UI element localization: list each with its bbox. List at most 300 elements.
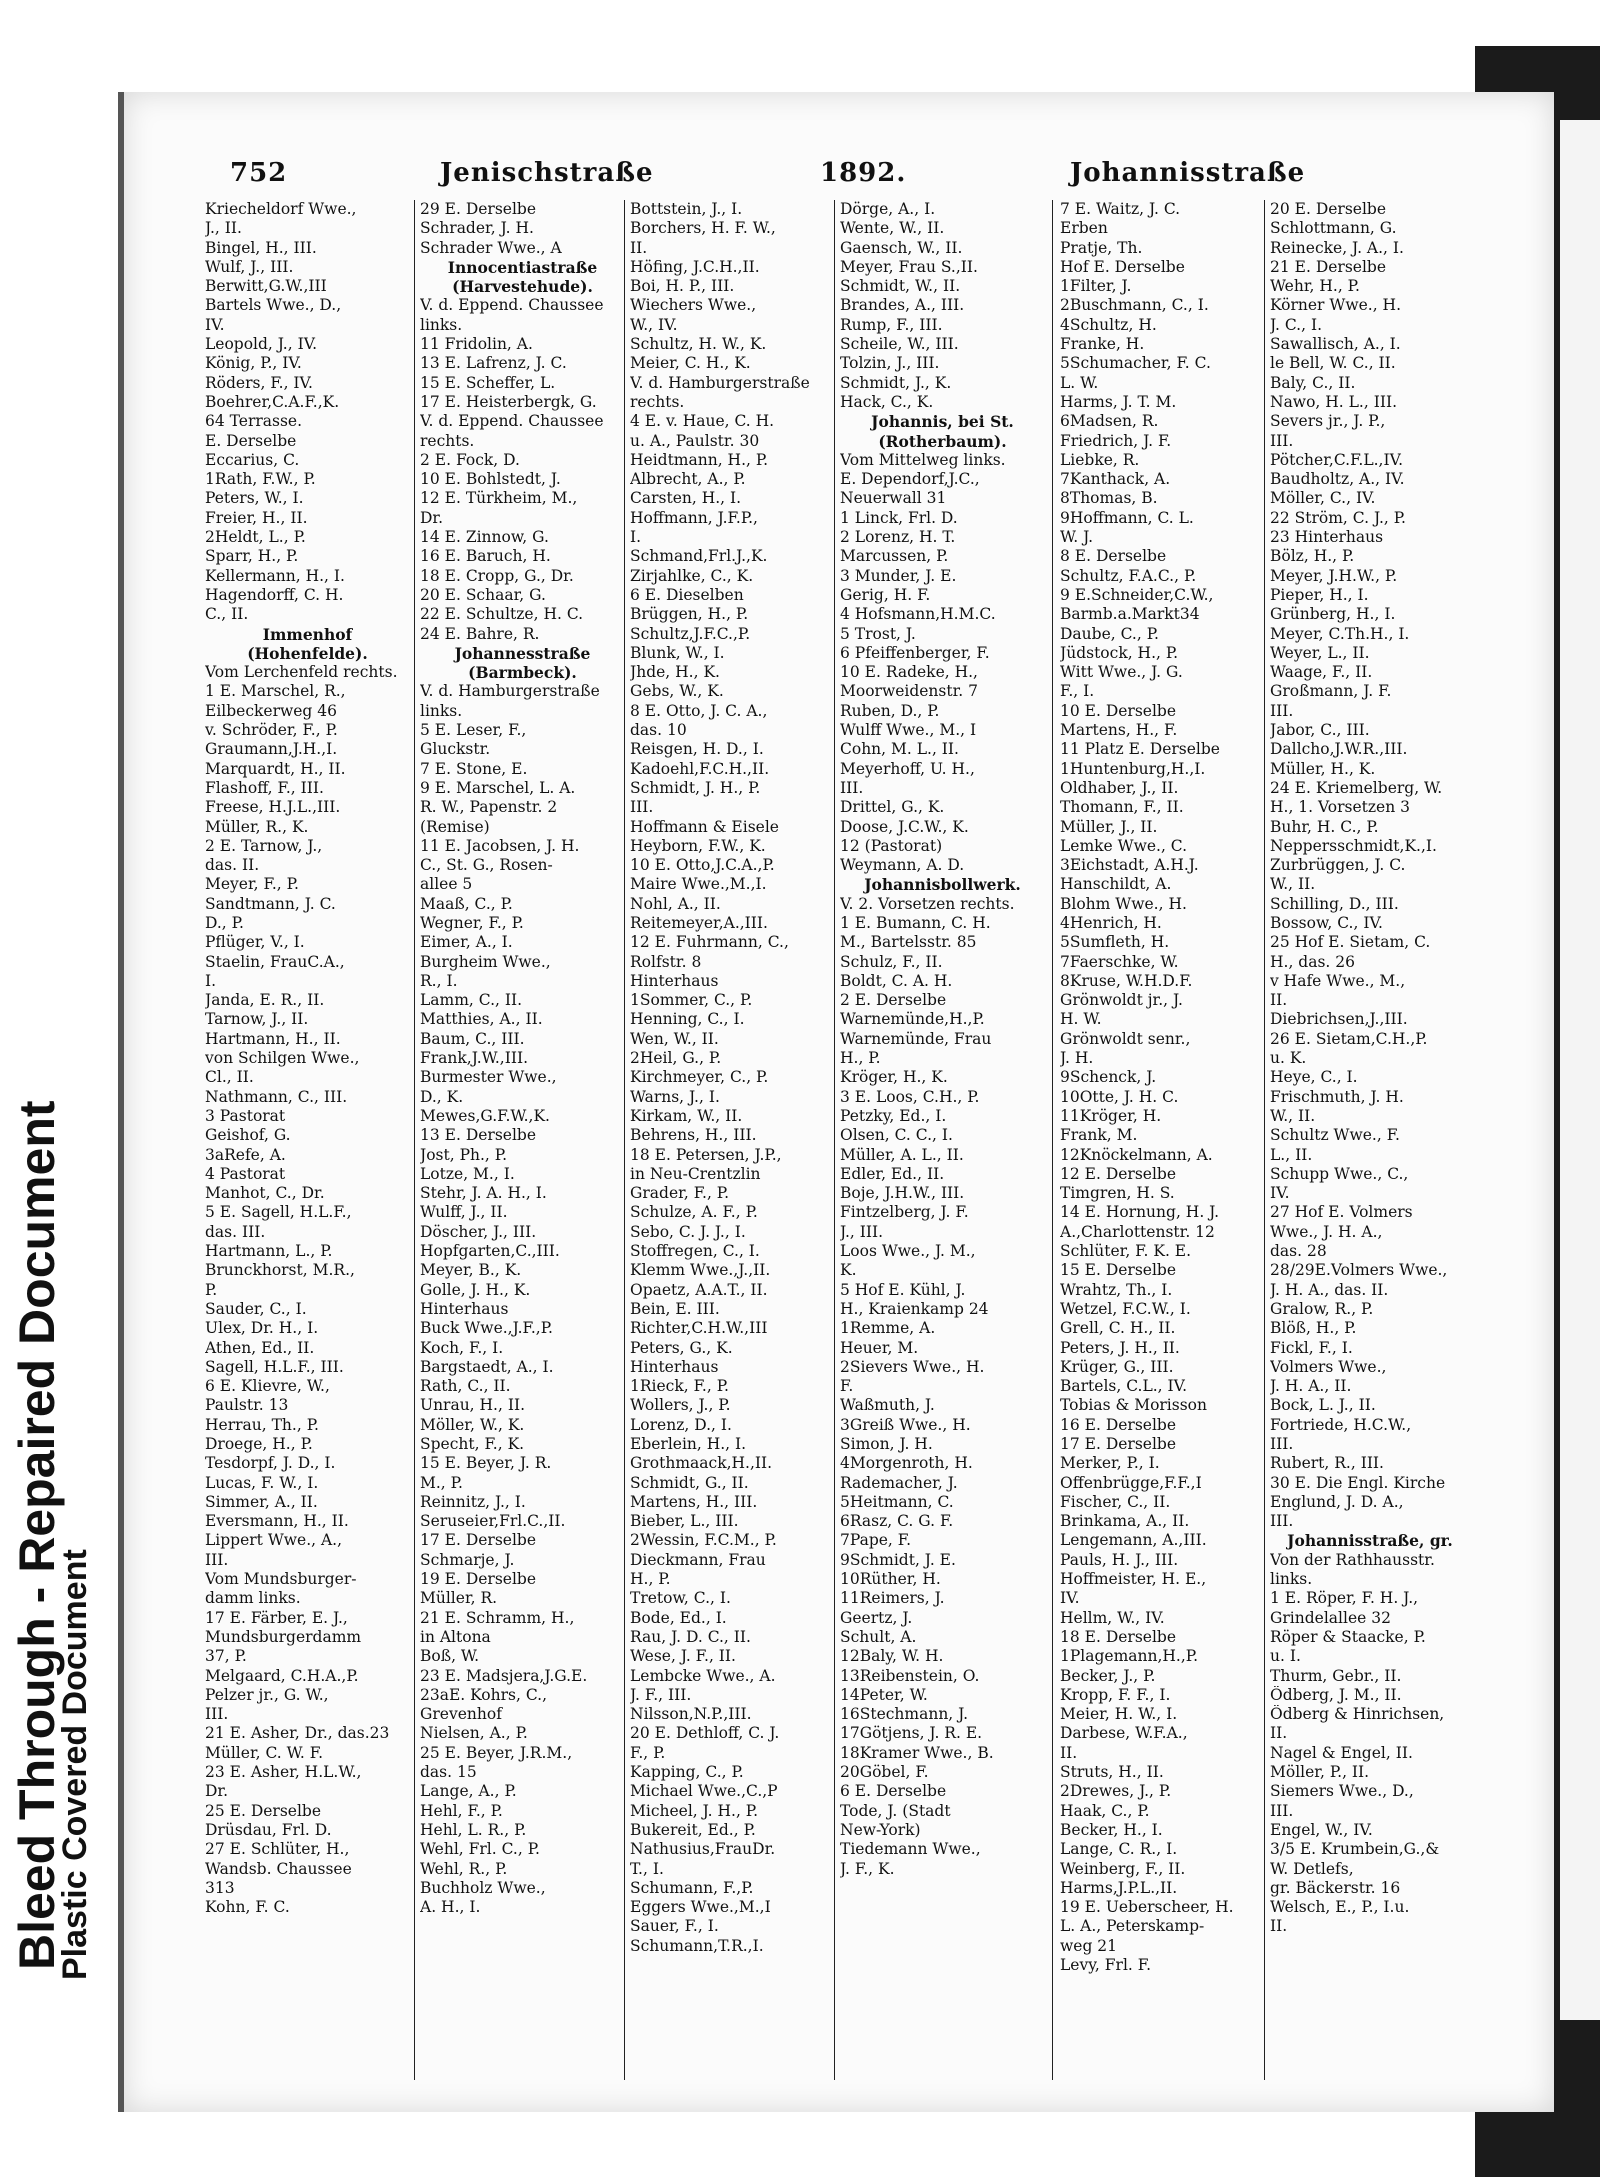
directory-entry: 3aRefe, A.: [205, 1145, 286, 1164]
directory-entry: Schulz, F., II.: [840, 952, 943, 971]
directory-entry: 3Eichstadt, A.H.J.: [1060, 856, 1199, 875]
directory-entry: Behrens, H., III.: [630, 1126, 757, 1145]
directory-entry: P.: [205, 1280, 218, 1299]
directory-entry: Peters, J. H., II.: [1060, 1338, 1180, 1357]
directory-entry: Röper & Staacke, P.: [1270, 1627, 1426, 1646]
directory-entry: Höfing, J.C.H.,II.: [630, 257, 760, 276]
street-heading: Johannis, bei St.: [871, 412, 1014, 432]
directory-entry: L., II.: [1270, 1145, 1313, 1164]
directory-entry: Seruseier,Frl.C.,II.: [420, 1512, 566, 1531]
directory-entry: Buchholz Wwe.,: [420, 1878, 546, 1897]
directory-entry: Rath, C., II.: [420, 1377, 511, 1396]
street-heading: Johannesstraße: [454, 643, 591, 663]
directory-entry: III.: [1270, 701, 1294, 720]
directory-entry: Grevenhof: [420, 1705, 502, 1724]
directory-entry: Hellm, W., IV.: [1060, 1608, 1165, 1627]
directory-entry: Grell, C. H., II.: [1060, 1319, 1176, 1338]
directory-entry: Flashoff, F., III.: [205, 778, 324, 797]
directory-entry: Schmarje, J.: [420, 1550, 515, 1569]
directory-entry: III.: [1270, 1512, 1294, 1531]
directory-entry: M., Bartelsstr. 85: [840, 933, 977, 952]
directory-entry: I.: [630, 528, 642, 547]
directory-entry: W., IV.: [630, 315, 678, 334]
directory-entry: Brandes, A., III.: [840, 296, 965, 315]
directory-entry: 15 E. Derselbe: [1060, 1261, 1177, 1280]
directory-entry: 20Göbel, F.: [840, 1763, 929, 1782]
directory-entry: Siemers Wwe., D.,: [1270, 1782, 1414, 1801]
directory-entry: Volmers Wwe.,: [1270, 1357, 1387, 1376]
directory-entry: 9Schmidt, J. E.: [840, 1550, 956, 1569]
directory-entry: Grindelallee 32: [1270, 1608, 1391, 1627]
directory-entry: Freier, H., II.: [205, 508, 308, 527]
directory-entry: 24 E. Bahre, R.: [420, 624, 540, 643]
directory-entry: Petzky, Ed., I.: [840, 1106, 947, 1125]
directory-entry: Wwe., J. H. A.,: [1270, 1222, 1383, 1241]
directory-entry: Schmidt, J. H., P.: [630, 778, 761, 797]
directory-entry: Sawallisch, A., I.: [1270, 335, 1401, 354]
directory-entry: Stoffregen, C., I.: [630, 1242, 760, 1261]
directory-entry: Warnemünde, Frau: [840, 1029, 992, 1048]
directory-entry: Buck Wwe.,J.F.,P.: [420, 1319, 553, 1338]
directory-entry: Hehl, L. R., P.: [420, 1820, 527, 1839]
directory-entry: Paulstr. 13: [205, 1396, 289, 1415]
directory-entry: Fortriede, H.C.W.,: [1270, 1415, 1412, 1434]
directory-entry: Bingel, H., III.: [205, 238, 317, 257]
directory-entry: Weinberg, F., II.: [1060, 1859, 1186, 1878]
directory-entry: 1Remme, A.: [840, 1319, 936, 1338]
directory-entry: Baum, C., III.: [420, 1029, 525, 1048]
directory-entry: Lippert Wwe., A.,: [205, 1531, 343, 1550]
directory-entry: Wen, W., II.: [630, 1029, 719, 1048]
directory-entry: J. F., III.: [630, 1685, 692, 1704]
directory-entry: Hinterhaus: [420, 1299, 509, 1318]
directory-entry: III.: [1270, 431, 1294, 450]
directory-entry: Dr.: [205, 1782, 229, 1801]
directory-entry: Martens, H., III.: [630, 1492, 758, 1511]
directory-entry: 12 E. Fuhrmann, C.,: [630, 933, 789, 952]
directory-entry: Schulze, A. F., P.: [630, 1203, 758, 1222]
directory-entry: 6 E. Dieselben: [630, 585, 744, 604]
directory-entry: 17 E. Derselbe: [420, 1531, 537, 1550]
directory-entry: Sagell, H.L.F., III.: [205, 1357, 344, 1376]
directory-entry: Grothmaack,H.,II.: [630, 1454, 773, 1473]
directory-entry: 1Rieck, F., P.: [630, 1377, 729, 1396]
directory-entry: Neuerwall 31: [840, 489, 947, 508]
directory-entry: 5 E. Leser, F.,: [420, 721, 527, 740]
directory-entry: Bossow, C., IV.: [1270, 913, 1383, 932]
directory-entry: Sauer, F., I.: [630, 1917, 719, 1936]
directory-entry: Müller, R., K.: [205, 817, 309, 836]
directory-entry: Meyer, B., K.: [420, 1261, 522, 1280]
directory-entry: Hack, C., K.: [840, 392, 934, 411]
directory-entry: 7 E. Stone, E.: [420, 759, 528, 778]
directory-entry: Rubert, R., III.: [1270, 1454, 1384, 1473]
directory-entry: Tobias & Morisson: [1060, 1396, 1207, 1415]
directory-entry: Simon, J. H.: [840, 1435, 933, 1453]
directory-column-3: [630, 200, 835, 1956]
directory-entry: Schumann,T.R.,I.: [630, 1936, 764, 1955]
directory-entry: J. F., K.: [840, 1859, 895, 1878]
directory-entry: 25 E. Derselbe: [205, 1801, 322, 1820]
directory-entry: 4 Hofsmann,H.M.C.: [840, 605, 996, 624]
directory-entry: Buhr, H. C., P.: [1270, 817, 1379, 836]
directory-entry: Freese, H.J.L.,III.: [205, 798, 341, 817]
directory-entry: Kapping, C., P.: [630, 1763, 744, 1782]
directory-entry: 10 E. Bohlstedt, J.: [420, 470, 561, 489]
directory-entry: Lembcke Wwe., A.: [630, 1666, 776, 1685]
directory-entry: Müller, A. L., II.: [840, 1145, 964, 1164]
directory-entry: 19 E. Derselbe: [420, 1570, 537, 1589]
directory-entry: Müller, R.: [420, 1589, 498, 1608]
directory-entry: Kröger, H., K.: [840, 1068, 948, 1087]
directory-entry: I.: [205, 971, 217, 990]
directory-entry: Grönwoldt senr.,: [1060, 1029, 1191, 1048]
directory-entry: Krüger, G., III.: [1060, 1357, 1174, 1376]
directory-entry: F., P.: [630, 1743, 666, 1762]
directory-entry: u. K.: [1270, 1049, 1307, 1068]
directory-entry: Waage, F., II.: [1270, 663, 1373, 682]
directory-entry: Ulex, Dr. H., I.: [205, 1319, 319, 1338]
directory-entry: Baly, C., II.: [1270, 373, 1356, 392]
directory-entry: Olsen, C. C., I.: [840, 1126, 953, 1145]
directory-entry: Unrau, H., II.: [420, 1396, 526, 1415]
directory-entry: Offenbrügge,F.F.,I: [1060, 1473, 1202, 1492]
directory-entry: Tretow, C., I.: [630, 1589, 731, 1608]
directory-entry: 1 E. Bumann, C. H.: [840, 913, 991, 932]
directory-entry: 21 E. Derselbe: [1270, 257, 1387, 276]
directory-entry: Tolzin, J., III.: [840, 354, 940, 373]
directory-entry: 29 E. Derselbe: [420, 200, 537, 218]
directory-entry: III.: [630, 798, 654, 817]
directory-entry: Darbese, W.F.A.,: [1060, 1724, 1188, 1743]
directory-entry: Weyer, L., II.: [1270, 643, 1370, 662]
street-heading: Immenhof: [262, 624, 353, 644]
directory-entry: 4 E. v. Haue, C. H.: [630, 412, 775, 431]
directory-entry: Schmidt, G., II.: [630, 1473, 749, 1492]
directory-entry: Heyborn, F.W., K.: [630, 836, 766, 855]
directory-entry: Wulf, J., III.: [205, 257, 294, 276]
directory-entry: Wehl, Frl. C., P.: [420, 1840, 540, 1859]
directory-entry: 3 Pastorat: [205, 1106, 286, 1125]
directory-entry: links.: [420, 315, 463, 334]
directory-entry: Wulff Wwe., M., I: [840, 721, 977, 740]
directory-entry: 23 E. Asher, H.L.W.,: [205, 1763, 362, 1782]
directory-entry: Kellermann, H., I.: [205, 566, 345, 585]
directory-entry: 5Sumfleth, H.: [1060, 933, 1170, 952]
directory-entry: Loos Wwe., J. M.,: [840, 1242, 976, 1261]
directory-entry: Schmand,Frl.J.,K.: [630, 547, 768, 566]
directory-entry: 4Morgenroth, H.: [840, 1454, 973, 1473]
directory-entry: 1Sommer, C., P.: [630, 991, 753, 1010]
directory-entry: 18 E. Petersen, J.P.,: [630, 1145, 782, 1164]
directory-column-5: [1060, 200, 1265, 1975]
directory-entry: 17 E. Färber, E. J.,: [205, 1608, 348, 1627]
directory-entry: 9 E.Schneider,C.W.,: [1060, 585, 1214, 604]
directory-entry: 9Hoffmann, C. L.: [1060, 508, 1194, 527]
street-heading: Johannisbollwerk.: [864, 875, 1021, 895]
directory-entry: III.: [205, 1550, 229, 1569]
directory-entry: Dallcho,J.W.R.,III.: [1270, 740, 1408, 759]
directory-entry: Reinecke, J. A., I.: [1270, 238, 1404, 257]
directory-entry: W. Detlefs,: [1270, 1859, 1354, 1878]
directory-entry: Wollers, J., P.: [630, 1396, 731, 1415]
directory-entry: Diebrichsen,J.,III.: [1270, 1010, 1408, 1029]
directory-entry: Welsch, E., P., I.u.: [1270, 1898, 1410, 1917]
directory-entry: IV.: [1060, 1589, 1080, 1608]
directory-entry: 14Peter, W.: [840, 1685, 928, 1704]
directory-entry: Drittel, G., K.: [840, 798, 945, 817]
directory-entry: 10Rüther, H.: [840, 1570, 941, 1589]
directory-entry: Carsten, H., I.: [630, 489, 742, 508]
directory-entry: Specht, F., K.: [420, 1435, 525, 1453]
street-heading: Innocentiastraße: [447, 257, 598, 277]
directory-entry: 12Baly, W. H.: [840, 1647, 944, 1666]
directory-entry: Tarnow, J., II.: [205, 1010, 309, 1029]
directory-entry: Jüdstock, H., P.: [1060, 643, 1179, 662]
directory-entry: Wetzel, F.C.W., I.: [1060, 1299, 1191, 1318]
directory-entry: Jhde, H., K.: [630, 663, 720, 682]
directory-entry: Drüsdau, Frl. D.: [205, 1820, 332, 1839]
directory-entry: Hof E. Derselbe: [1060, 257, 1185, 276]
directory-entry: allee 5: [420, 875, 473, 894]
directory-entry: II.: [1270, 1917, 1288, 1936]
directory-entry: Bartels, C.L., IV.: [1060, 1377, 1188, 1396]
directory-entry: H., 1. Vorsetzen 3: [1270, 798, 1410, 817]
directory-entry: Dr.: [420, 508, 444, 527]
directory-entry: J., III.: [840, 1222, 884, 1241]
directory-entry: 17Götjens, J. R. E.: [840, 1724, 983, 1743]
directory-entry: 6 E. Derselbe: [840, 1782, 947, 1801]
directory-entry: Kropp, F. F., I.: [1060, 1685, 1171, 1704]
directory-entry: Eversmann, H., II.: [205, 1512, 349, 1531]
directory-entry: in Altona: [420, 1627, 491, 1646]
directory-entry: 27 Hof E. Volmers: [1270, 1203, 1413, 1222]
directory-entry: Liebke, R.: [1060, 450, 1140, 469]
directory-entry: Ödberg & Hinrichsen,: [1270, 1705, 1445, 1724]
directory-entry: Marcussen, P.: [840, 547, 949, 566]
directory-entry: Schultz, H. W., K.: [630, 335, 767, 354]
directory-entry: das. 15: [420, 1763, 477, 1782]
directory-entry: Klemm Wwe.,J.,II.: [630, 1261, 771, 1280]
directory-entry: Gebs, W., K.: [630, 682, 724, 701]
directory-entry: 19 E. Ueberscheer, H.: [1060, 1898, 1234, 1917]
directory-column-4: [840, 200, 1045, 1879]
directory-entry: Dörge, A., I.: [840, 200, 936, 218]
directory-entry: 1 E. Marschel, R.,: [205, 682, 346, 701]
directory-entry: 25 Hof E. Sietam, C.: [1270, 933, 1431, 952]
directory-entry: Stehr, J. A. H., I.: [420, 1184, 547, 1203]
directory-entry: H., P.: [630, 1570, 671, 1589]
column-divider: [624, 200, 625, 2080]
directory-entry: 1Plagemann,H.,P.: [1060, 1647, 1199, 1666]
directory-entry: Cl., II.: [205, 1068, 254, 1087]
directory-entry: links.: [420, 701, 463, 720]
directory-entry: Merker, P., I.: [1060, 1454, 1160, 1473]
directory-entry: 5Heitmann, C.: [840, 1492, 954, 1511]
directory-entry: 15 E. Beyer, J. R.: [420, 1454, 552, 1473]
directory-entry: Meyerhoff, U. H.,: [840, 759, 975, 778]
directory-entry: 16Stechmann, J.: [840, 1705, 969, 1724]
directory-entry: 15 E. Scheffer, L.: [420, 373, 556, 392]
directory-entry: Hinterhaus: [630, 971, 719, 990]
directory-entry: 20 E. Schaar, G.: [420, 585, 546, 604]
directory-entry: Blohm Wwe., H.: [1060, 894, 1187, 913]
directory-entry: Sebo, C. J. J., I.: [630, 1222, 746, 1241]
directory-entry: Wiechers Wwe.,: [630, 296, 757, 315]
directory-entry: Lange, A., P.: [420, 1782, 517, 1801]
directory-entry: E. Derselbe: [205, 431, 297, 450]
directory-entry: Edler, Ed., II.: [840, 1164, 945, 1183]
directory-entry: Meier, H. W., I.: [1060, 1705, 1178, 1724]
directory-entry: das. II.: [205, 856, 260, 875]
directory-entry: Kirchmeyer, C., P.: [630, 1068, 769, 1087]
directory-entry: Mundsburgerdamm: [205, 1627, 362, 1646]
directory-entry: Jost, Ph., P.: [420, 1145, 507, 1164]
directory-entry: Frank,J.W.,III.: [420, 1049, 529, 1068]
directory-entry: 1Rath, F.W., P.: [205, 470, 316, 489]
directory-entry: Lorenz, D., I.: [630, 1415, 732, 1434]
directory-entry: Melgaard, C.H.A.,P.: [205, 1666, 359, 1685]
directory-entry: 14 E. Zinnow, G.: [420, 528, 549, 547]
directory-entry: Eilbeckerweg 46: [205, 701, 337, 720]
directory-entry: 13Reibenstein, O.: [840, 1666, 980, 1685]
directory-entry: Weymann, A. D.: [840, 856, 965, 875]
directory-entry: das. III.: [205, 1222, 266, 1241]
directory-entry: Zurbrüggen, J. C.: [1270, 856, 1406, 875]
directory-entry: Schrader, J. H.: [420, 219, 534, 238]
directory-entry: 8 E. Otto, J. C. A.,: [630, 701, 768, 720]
directory-entry: Gerig, H. F.: [840, 585, 931, 604]
directory-entry: 37, P.: [205, 1647, 247, 1666]
directory-entry: 7Pape, F.: [840, 1531, 912, 1550]
directory-entry: 18 E. Cropp, G., Dr.: [420, 566, 574, 585]
directory-entry: A.,Charlottenstr. 12: [1060, 1222, 1215, 1241]
directory-entry: 5 Trost, J.: [840, 624, 916, 643]
directory-entry: rechts.: [420, 431, 475, 450]
directory-entry: v Hafe Wwe., M.,: [1270, 971, 1406, 990]
directory-entry: Marquardt, H., II.: [205, 759, 346, 778]
directory-entry: Bottstein, J., I.: [630, 200, 743, 218]
directory-entry: V. d. Hamburgerstraße: [420, 682, 600, 701]
directory-entry: Burmester Wwe.,: [420, 1068, 557, 1087]
directory-entry: Boehrer,C.A.F.,K.: [205, 392, 340, 411]
directory-entry: Hopfgarten,C.,III.: [420, 1242, 560, 1261]
directory-entry: Leopold, J., IV.: [205, 335, 318, 354]
directory-entry: J. H.: [1060, 1049, 1094, 1068]
directory-entry: Schrader Wwe., A: [420, 238, 562, 257]
directory-entry: III.: [1270, 1435, 1294, 1453]
directory-entry: Opaetz, A.A.T., II.: [630, 1280, 768, 1299]
directory-entry: Schmidt, W., II.: [840, 277, 961, 296]
directory-entry: Schlüter, F. K. E.: [1060, 1242, 1192, 1261]
directory-entry: Nilsson,N.P.,III.: [630, 1705, 752, 1724]
directory-entry: Lotze, M., I.: [420, 1164, 515, 1183]
directory-entry: Rump, F., III.: [840, 315, 943, 334]
directory-entry: 2Buschmann, C., I.: [1060, 296, 1209, 315]
directory-entry: 5 Hof E. Kühl, J.: [840, 1280, 966, 1299]
directory-entry: gr. Bäckerstr. 16: [1270, 1878, 1401, 1897]
directory-entry: 1 Linck, Frl. D.: [840, 508, 958, 527]
directory-entry: Warns, J., I.: [630, 1087, 720, 1106]
directory-entry: Boje, J.H.W., III.: [840, 1184, 965, 1203]
directory-entry: Pratje, Th.: [1060, 238, 1143, 257]
directory-entry: Struts, H., II.: [1060, 1763, 1164, 1782]
directory-entry: Schlottmann, G.: [1270, 219, 1397, 238]
directory-entry: le Bell, W. C., II.: [1270, 354, 1396, 373]
directory-entry: 6 Pfeiffenberger, F.: [840, 643, 990, 662]
directory-column-2: [420, 200, 625, 1917]
directory-entry: L. A., Peterskamp-: [1060, 1917, 1205, 1936]
directory-entry: Jabor, C., III.: [1270, 721, 1370, 740]
directory-entry: Brüggen, H., P.: [630, 605, 749, 624]
directory-entry: Geishof, G.: [205, 1126, 291, 1145]
directory-entry: Simmer, A., II.: [205, 1492, 318, 1511]
directory-entry: Micheel, J. H., P.: [630, 1801, 759, 1820]
directory-entry: Röders, F., IV.: [205, 373, 313, 392]
directory-entry: 21 E. Asher, Dr., das.23: [205, 1724, 390, 1743]
directory-entry: Tiedemann Wwe.,: [840, 1840, 981, 1859]
street-heading: Johannisstraße, gr.: [1287, 1531, 1453, 1551]
directory-entry: Koch, F., I.: [420, 1338, 504, 1357]
directory-entry: V. d. Eppend. Chaussee: [420, 296, 604, 315]
directory-entry: Nawo, H. L., III.: [1270, 392, 1397, 411]
directory-entry: Kriecheldorf Wwe.,: [205, 200, 357, 218]
directory-entry: Droege, H., P.: [205, 1435, 313, 1453]
directory-entry: Janda, E. R., II.: [205, 991, 325, 1010]
directory-entry: Reinnitz, J., I.: [420, 1492, 526, 1511]
directory-entry: H., P.: [840, 1049, 881, 1068]
directory-entry: König, P., IV.: [205, 354, 302, 373]
directory-entry: Bode, Ed., I.: [630, 1608, 727, 1627]
directory-entry: Ruben, D., P.: [840, 701, 940, 720]
directory-entry: (Remise): [420, 817, 490, 836]
directory-entry: Franke, H.: [1060, 335, 1145, 354]
directory-entry: Oldhaber, J., II.: [1060, 778, 1179, 797]
directory-entry: Thomann, F., II.: [1060, 798, 1184, 817]
directory-entry: 2Sievers Wwe., H.: [840, 1357, 985, 1376]
directory-entry: Bölz, H., P.: [1270, 547, 1355, 566]
directory-entry: F., I.: [1060, 682, 1095, 701]
directory-entry: 6Rasz, C. G. F.: [840, 1512, 954, 1531]
directory-entry: Großmann, J. F.: [1270, 682, 1392, 701]
directory-entry: 25 E. Beyer, J.R.M.,: [420, 1743, 573, 1762]
directory-entry: 5Schumacher, F. C.: [1060, 354, 1211, 373]
directory-entry: Levy, Frl. F.: [1060, 1956, 1152, 1975]
directory-entry: J. H. A., II.: [1270, 1377, 1352, 1396]
street-heading: (Barmbeck).: [468, 663, 577, 683]
directory-entry: D., K.: [420, 1087, 464, 1106]
directory-entry: Meyer, Frau S.,II.: [840, 257, 978, 276]
directory-entry: Frank, M.: [1060, 1126, 1138, 1145]
directory-entry: Von der Rathhausstr.: [1270, 1550, 1435, 1569]
directory-entry: 6 E. Klievre, W.,: [205, 1377, 330, 1396]
directory-entry: Barmb.a.Markt34: [1060, 605, 1200, 624]
directory-entry: Witt Wwe., J. G.: [1060, 663, 1183, 682]
directory-entry: Schult, A.: [840, 1627, 917, 1646]
directory-entry: Brunckhorst, M.R.,: [205, 1261, 355, 1280]
directory-entry: damm links.: [205, 1589, 301, 1608]
directory-entry: 30 E. Die Engl. Kirche: [1270, 1473, 1446, 1492]
directory-entry: Kohn, F. C.: [205, 1898, 290, 1917]
directory-entry: Vom Mittelweg links.: [840, 450, 1006, 469]
directory-entry: Severs jr., J. P.,: [1270, 412, 1386, 431]
directory-entry: 28/29E.Volmers Wwe.,: [1270, 1261, 1448, 1280]
directory-entry: Grünberg, H., I.: [1270, 605, 1396, 624]
directory-entry: Nohl, A., II.: [630, 894, 721, 913]
directory-entry: Reisgen, H. D., I.: [630, 740, 764, 759]
directory-entry: Bartels Wwe., D.,: [205, 296, 342, 315]
directory-entry: Cohn, M. L., II.: [840, 740, 959, 759]
